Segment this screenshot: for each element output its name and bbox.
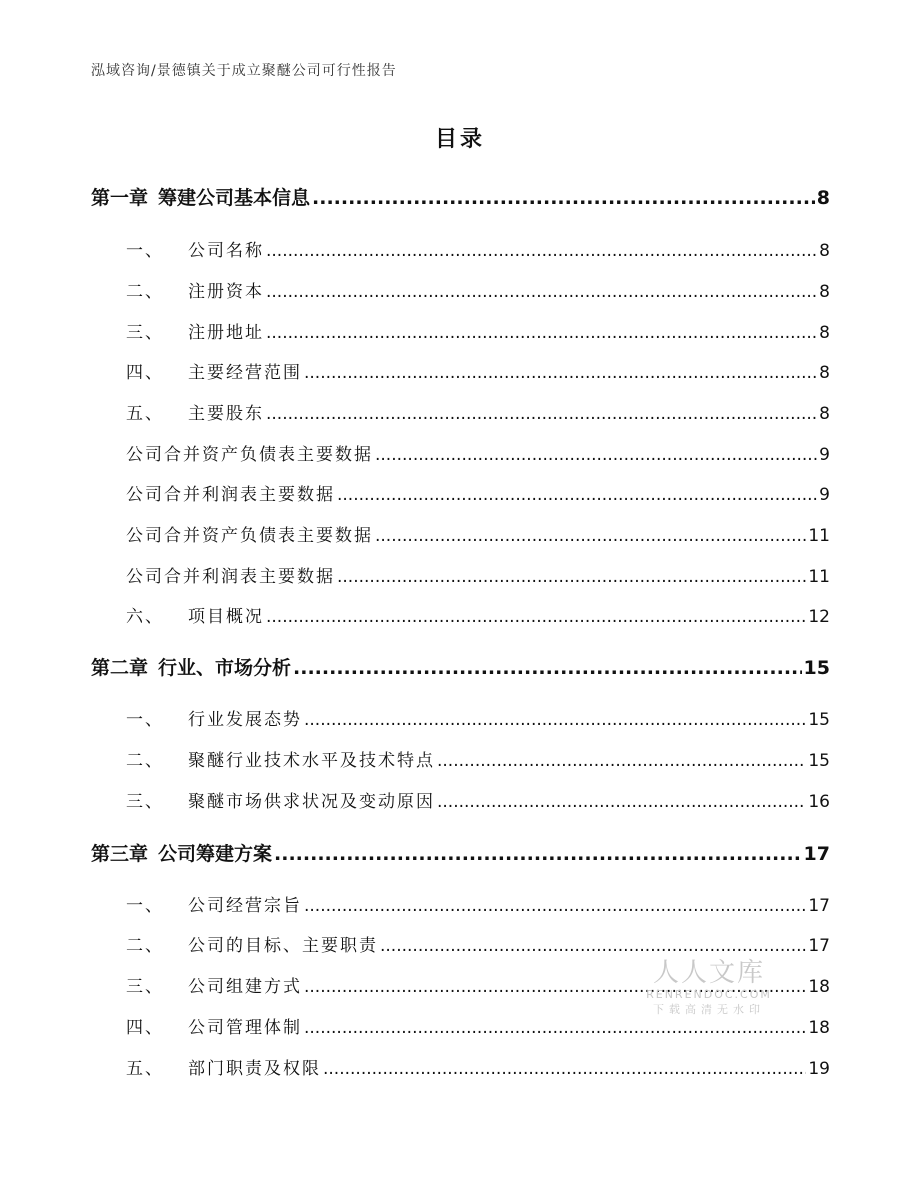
toc-entry[interactable] <box>126 440 830 465</box>
toc-page-number: 11 <box>808 567 830 587</box>
toc-entry-number: 四、 <box>126 363 164 383</box>
toc-entry[interactable] <box>126 480 830 505</box>
toc-dot-leader <box>304 1018 806 1038</box>
toc-dot-leader <box>266 404 817 424</box>
toc-entry[interactable] <box>126 562 830 587</box>
toc-page-number: 12 <box>808 607 830 627</box>
page-header: 泓域咨询/景德镇关于成立聚醚公司可行性报告 <box>91 63 397 79</box>
toc-dot-leader <box>437 751 806 771</box>
toc-entry-title: 公司管理体制 <box>188 1018 302 1038</box>
toc-entry-number: 一、 <box>126 241 164 261</box>
toc-entry-number: 二、 <box>126 282 164 302</box>
watermark <box>646 958 772 1018</box>
toc-entry[interactable] <box>126 318 830 343</box>
toc-page-number: 9 <box>819 485 830 505</box>
toc-entry[interactable] <box>126 787 830 812</box>
toc-dot-leader <box>266 241 817 261</box>
toc-entry-number: 六、 <box>126 607 164 627</box>
toc-entry[interactable] <box>126 705 830 730</box>
toc-entry-number: 一、 <box>126 710 164 730</box>
toc-entry-title: 公司组建方式 <box>188 977 302 997</box>
watermark-site: RENRENDOC.COM <box>646 988 772 1001</box>
toc-entry[interactable] <box>126 746 830 771</box>
toc-entry-title: 部门职责及权限 <box>188 1059 321 1079</box>
toc-page-number: 8 <box>819 323 830 343</box>
toc-entry[interactable] <box>126 931 830 956</box>
toc-page-number: 17 <box>808 936 830 956</box>
toc-page-number: 8 <box>819 282 830 302</box>
toc-page-number: 8 <box>819 404 830 424</box>
toc-dot-leader <box>304 896 806 916</box>
toc-page-number: 8 <box>816 187 830 209</box>
toc-entry-title: 公司合并利润表主要数据 <box>126 485 335 505</box>
toc-entry-number: 三、 <box>126 977 164 997</box>
toc-page-number: 15 <box>808 751 830 771</box>
toc-entry-number: 三、 <box>126 323 164 343</box>
toc-dot-leader <box>266 323 817 343</box>
toc-dot-leader <box>375 445 817 465</box>
toc-entry-title: 注册地址 <box>188 323 264 343</box>
toc-dot-leader <box>304 363 817 383</box>
toc-dot-leader <box>337 485 817 505</box>
toc-dot-leader <box>304 710 806 730</box>
toc-entry-number: 四、 <box>126 1018 164 1038</box>
toc-entry[interactable] <box>126 602 830 627</box>
toc-entry[interactable] <box>126 891 830 916</box>
toc-dot-leader <box>323 1059 806 1079</box>
toc-entry-title: 注册资本 <box>188 282 264 302</box>
toc-chapter-title: 行业、市场分析 <box>158 657 292 679</box>
toc-page-number: 18 <box>808 1018 830 1038</box>
toc-dot-leader <box>274 843 802 865</box>
toc-page-number: 19 <box>808 1059 830 1079</box>
toc-entry-title: 主要股东 <box>188 404 264 424</box>
toc-entry-title: 公司经营宗旨 <box>188 896 302 916</box>
toc-entry-number: 二、 <box>126 751 164 771</box>
toc-entry-number: 五、 <box>126 404 164 424</box>
toc-dot-leader <box>293 657 802 679</box>
toc-page-number: 15 <box>808 710 830 730</box>
toc-page-number: 16 <box>808 792 830 812</box>
toc-entry-title: 行业发展态势 <box>188 710 302 730</box>
toc-entry[interactable] <box>126 358 830 383</box>
toc-chapter-title: 筹建公司基本信息 <box>158 187 311 209</box>
toc-entry-title: 公司的目标、主要职责 <box>188 936 378 956</box>
toc-page-number: 8 <box>819 241 830 261</box>
toc-page-number: 18 <box>808 977 830 997</box>
toc-entry-title: 公司合并资产负债表主要数据 <box>126 445 373 465</box>
toc-entry-title: 聚醚行业技术水平及技术特点 <box>188 751 435 771</box>
toc-dot-leader <box>337 567 806 587</box>
toc-dot-leader <box>380 936 806 956</box>
toc-chapter-number: 第一章 <box>91 187 149 209</box>
watermark-logo: 人人文库 <box>652 958 765 988</box>
toc-entry-title: 主要经营范围 <box>188 363 302 383</box>
toc-page-number: 9 <box>819 445 830 465</box>
toc-entry[interactable] <box>126 1054 830 1079</box>
toc-dot-leader <box>437 792 806 812</box>
toc-chapter-number: 第三章 <box>91 843 149 865</box>
toc-page-number: 8 <box>819 363 830 383</box>
toc-entry-title: 聚醚市场供求状况及变动原因 <box>188 792 435 812</box>
toc-entry-title: 公司合并资产负债表主要数据 <box>126 526 373 546</box>
toc-page-number: 11 <box>808 526 830 546</box>
toc-chapter-number: 第二章 <box>91 657 149 679</box>
toc-page-number: 15 <box>803 657 830 679</box>
toc-page-number: 17 <box>803 843 830 865</box>
toc-entry-number: 五、 <box>126 1059 164 1079</box>
toc-entry-title: 公司名称 <box>188 241 264 261</box>
page-title: 目录 <box>434 127 485 152</box>
toc-chapter-2[interactable] <box>91 653 830 680</box>
toc-entry-number: 一、 <box>126 896 164 916</box>
toc-entry-title: 公司合并利润表主要数据 <box>126 567 335 587</box>
toc-dot-leader <box>266 607 806 627</box>
watermark-tagline: 下载高清无水印 <box>653 1003 765 1016</box>
toc-chapter-title: 公司筹建方案 <box>158 843 273 865</box>
toc-entry-title: 项目概况 <box>188 607 264 627</box>
toc-dot-leader <box>375 526 806 546</box>
toc-entry-number: 三、 <box>126 792 164 812</box>
toc-dot-leader <box>312 187 815 209</box>
toc-dot-leader <box>266 282 817 302</box>
toc-page-number: 17 <box>808 896 830 916</box>
toc-chapter-1[interactable] <box>91 183 830 210</box>
toc-entry[interactable] <box>126 399 830 424</box>
toc-entry-number: 二、 <box>126 936 164 956</box>
toc-entry[interactable] <box>126 236 830 261</box>
toc-entry[interactable] <box>126 277 830 302</box>
toc-chapter-3[interactable] <box>91 839 830 866</box>
toc-entry[interactable] <box>126 521 830 546</box>
